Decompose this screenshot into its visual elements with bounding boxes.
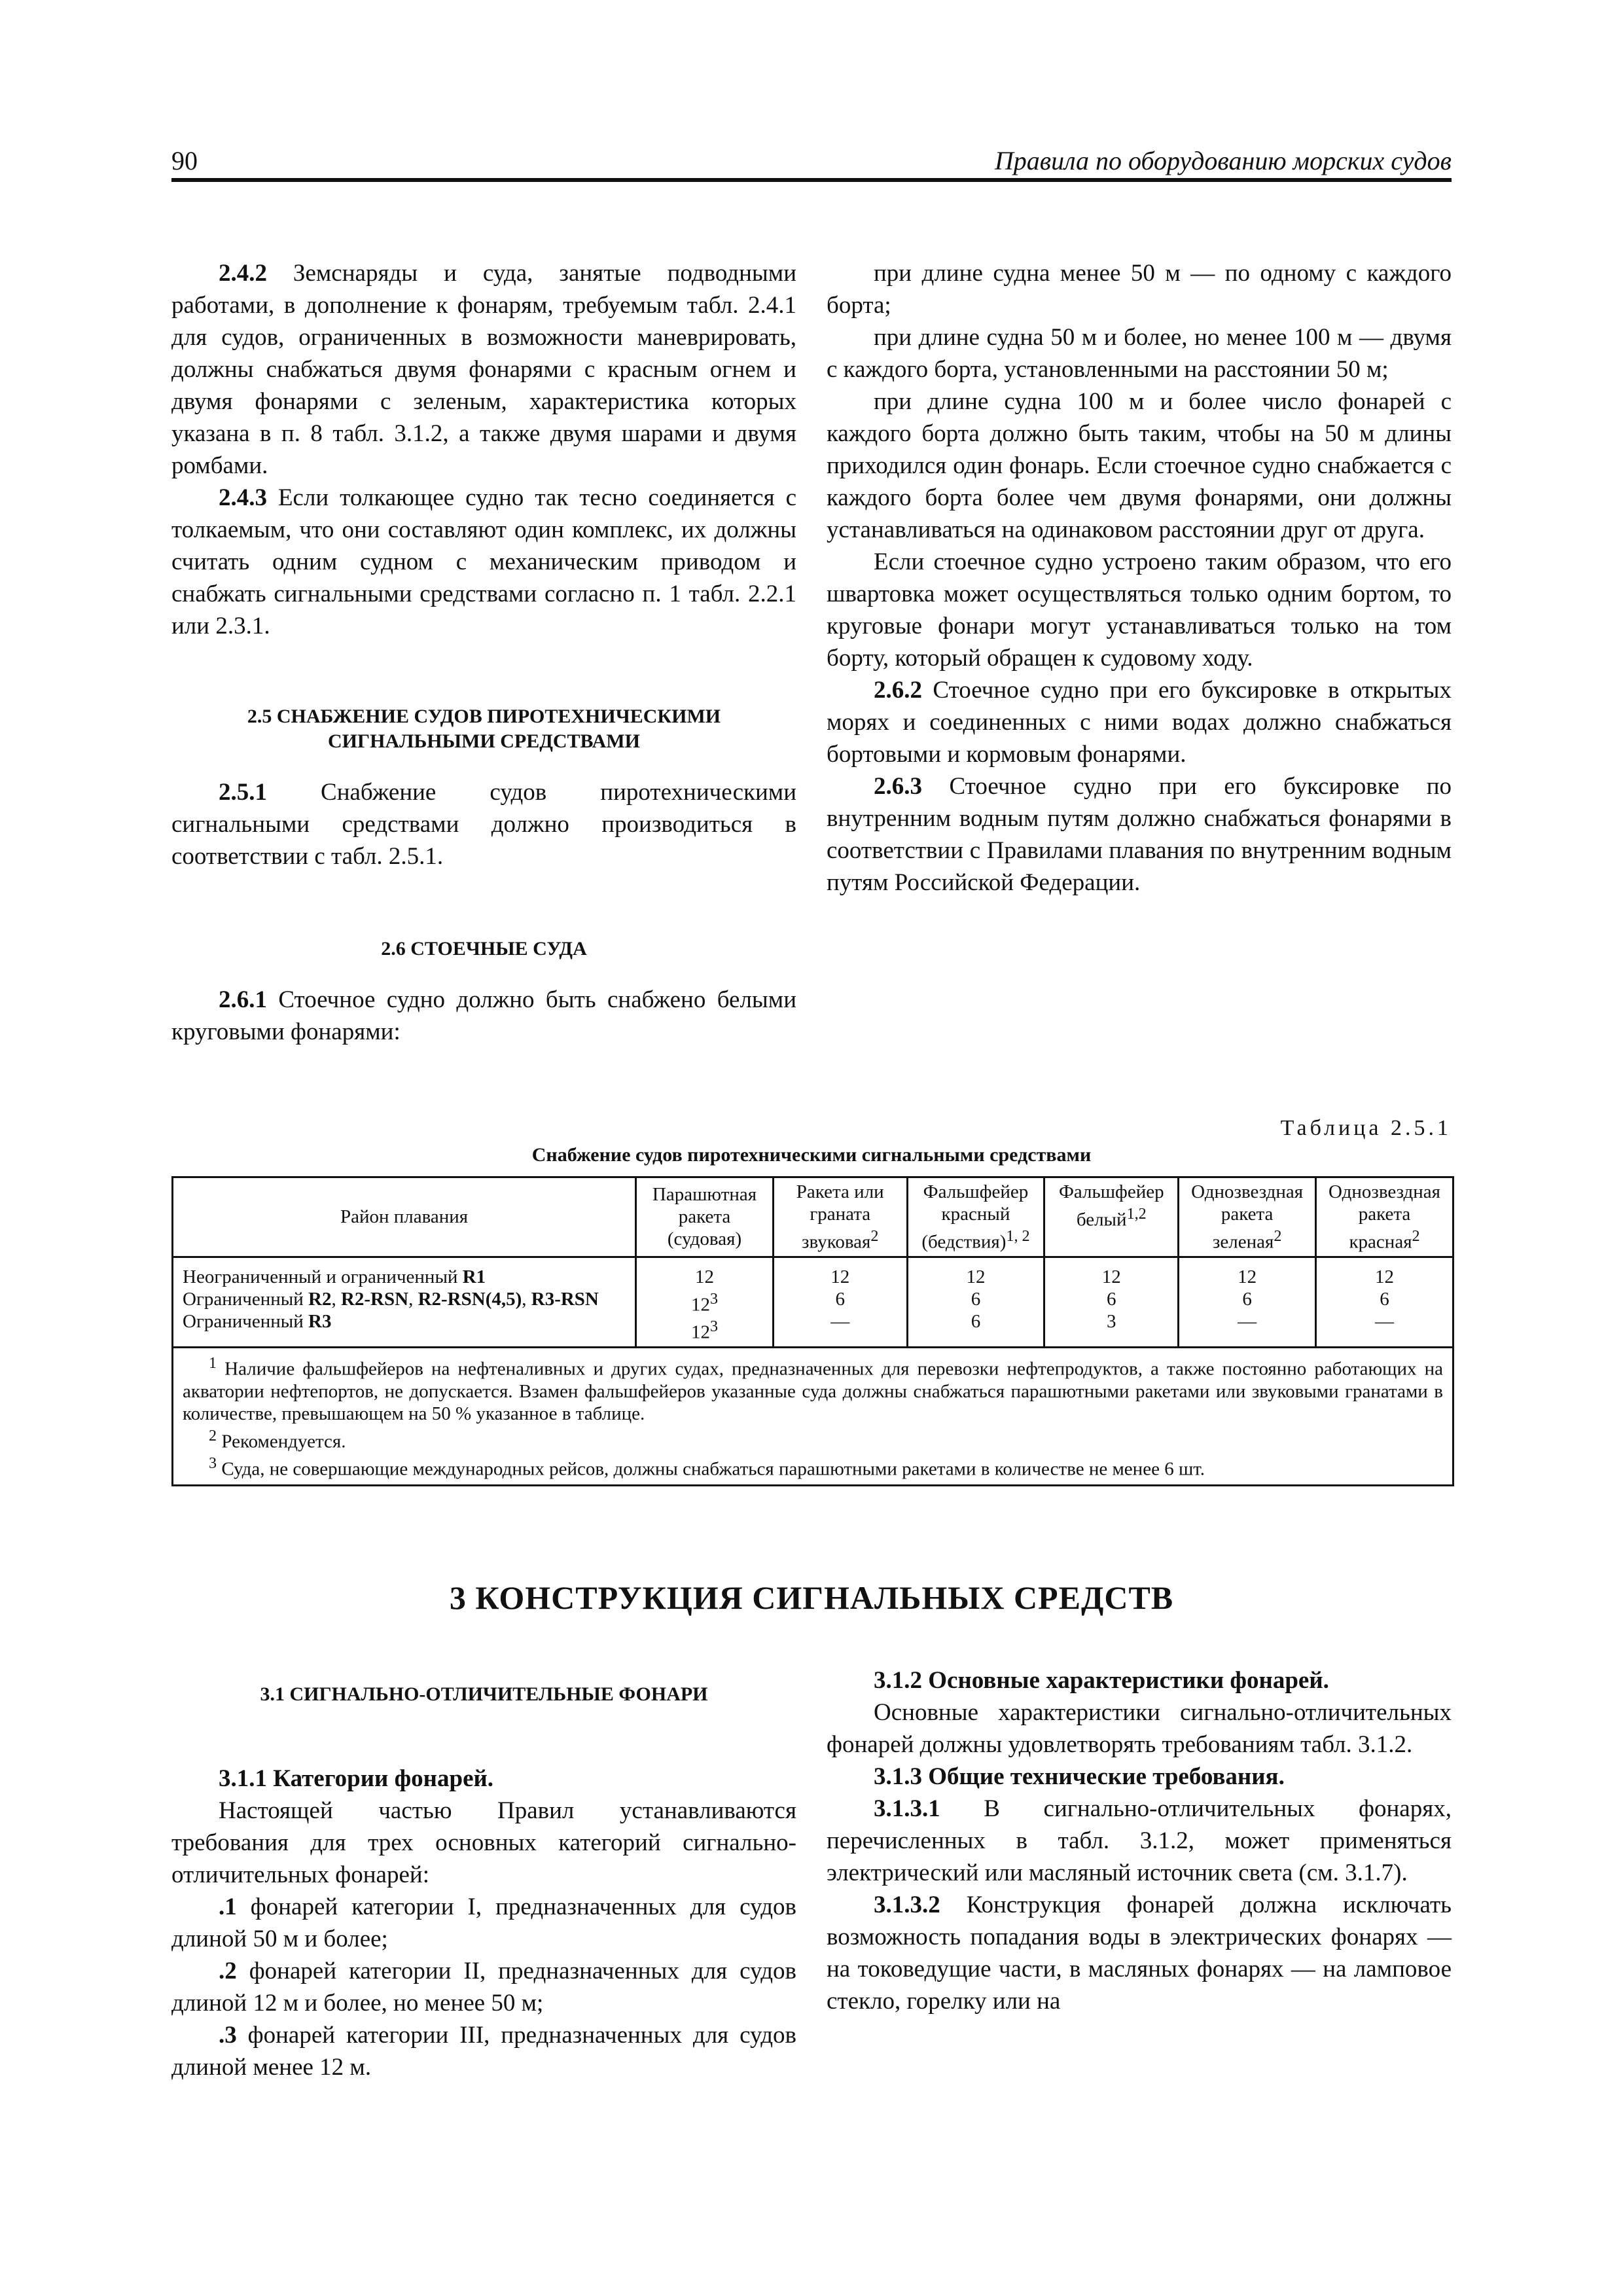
table-notes-row bbox=[173, 1347, 1454, 1485]
region-cell: Неограниченный и ограниченный R1 Ограниченный R2, R2-RSN, R2-RSN(4,5), R3-RSN Ограниченный R3 bbox=[173, 1257, 636, 1347]
header-red-flare: Фальшфейер красный (бедствия)$^{1, 2}$ bbox=[907, 1177, 1044, 1257]
paragraph-length-50-100: при длине судна 50 м и более, но менее 100 м — двумя с каждого борта, установленными на расстоянии 50 м; bbox=[827, 324, 1452, 383]
paragraph-2-5-1: 2.5.1 Снабжение судов пиротехническими сигнальными средствами должно производиться в соответствии с табл. 2.5.1. bbox=[171, 779, 796, 870]
header-red-star-rocket: Однозвездная ракета красная$^2$ bbox=[1316, 1177, 1454, 1257]
paragraph-2-4-2: 2.4.2 Земснаряды и суда, занятые подводными работами, в дополнение к фонарям, требуемым табл. 2.4.1 для судов, ограниченных в возможности маневрировать, должны снабжаться двумя фонарями с красным огнем и двумя фонарями с зеленым, характеристика которых указана в п. 8 табл. 3.1.2, а также двумя шарами и двумя ромбами. bbox=[171, 260, 796, 479]
paragraph-one-side-mooring: Если стоечное судно устроено таким образом, что его швартовка может осуществляться только одним бортом, то круговые фонари могут устанавливаться только на том борту, который обращен к судовому ходу. bbox=[827, 548, 1452, 672]
footnote-1: $^1$ Наличие фальшфейеров на нефтеналивных и других судах, предназначенных для перевозки нефтепродуктов, а также постоянно работающих на акватории нефтепортов, не допускается. Взамен фальшфейеров указанные суда должны снабжаться парашютными ракетами или звуковыми гранатами в количестве, превышающем на 50 % указанное в таблице. bbox=[183, 1354, 1443, 1424]
values-red-star-rocket: 12 6 — bbox=[1316, 1257, 1454, 1347]
header-parachute-rocket: Парашютная ракета (судовая) bbox=[636, 1177, 774, 1257]
list-item-category-2: .2 фонарей категории II, предназначенных для судов длиной 12 м и более, но менее 50 м; bbox=[171, 1958, 796, 2017]
table-body-row bbox=[173, 1257, 1454, 1347]
paragraph-length-gte-100: при длине судна 100 м и более число фонарей с каждого борта должно быть таким, чтобы на 50 м длины приходился один фонарь. Если стоечное судно снабжается с каждого борта более чем двумя фонарями, они должны устанавливаться на одинаковом расстоянии друг от друга. bbox=[827, 388, 1452, 543]
heading-3-1-1: 3.1.1 Категории фонарей. bbox=[219, 1765, 494, 1792]
paragraph-2-6-2: 2.6.2 Стоечное судно при его буксировке в открытых морях и соединенных с ними водах должно снабжаться бортовыми и кормовым фонарями. bbox=[827, 677, 1452, 768]
heading-3-1-2: 3.1.2 Основные характеристики фонарей. bbox=[874, 1667, 1329, 1694]
pyrotechnic-supply-table bbox=[171, 1176, 1454, 1486]
right-column-top bbox=[827, 257, 1452, 899]
heading-3-1-3: 3.1.3 Общие технические требования. bbox=[874, 1763, 1285, 1790]
header-green-star-rocket: Однозвездная ракета зеленая$^2$ bbox=[1179, 1177, 1316, 1257]
table-footnotes bbox=[173, 1347, 1454, 1485]
right-column-bottom bbox=[827, 1664, 1452, 2017]
list-item-category-3: .3 фонарей категории III, предназначенных для судов длиной менее 12 м. bbox=[171, 2022, 796, 2081]
paragraph-2-6-1: 2.6.1 Стоечное судно должно быть снабжено белыми круговыми фонарями: bbox=[171, 986, 796, 1045]
page-number: 90 bbox=[171, 146, 198, 175]
header-white-flare: Фальшфейер белый$^{1,2}$ bbox=[1044, 1177, 1179, 1257]
chapter-title: 3 КОНСТРУКЦИЯ СИГНАЛЬНЫХ СРЕДСТВ bbox=[449, 1579, 1174, 1616]
table-title: Снабжение судов пиротехническими сигнальными средствами bbox=[531, 1144, 1092, 1166]
paragraph-3-1-3-2: 3.1.3.2 Конструкция фонарей должна исключать возможность попадания воды в электрических фонарях — на токоведущие части, в масляных фонарях — на ламповое стекло, горелку или на bbox=[827, 1892, 1452, 2015]
left-column-top bbox=[171, 257, 796, 1048]
values-white-flare: 12 6 3 bbox=[1044, 1257, 1179, 1347]
table-header-row bbox=[173, 1177, 1454, 1257]
footnote-3: $^3$ Суда, не совершающие международных рейсов, должны снабжаться парашютными ракетами в количестве не менее 6 шт. bbox=[209, 1454, 1205, 1480]
values-red-flare: 12 6 6 bbox=[907, 1257, 1044, 1347]
list-item-category-1: .1 фонарей категории I, предназначенных для судов длиной 50 м и более; bbox=[171, 1893, 796, 1952]
paragraph-2-4-3: 2.4.3 Если толкающее судно так тесно соединяется с толкаемым, что они составляют один комплекс, их должны считать одним судном с механическим приводом и снабжать сигнальными средствами согласно п. 1 табл. 2.2.1 или 2.3.1. bbox=[171, 484, 796, 639]
header-region: Район плавания bbox=[173, 1177, 636, 1257]
section-heading-3-1: 3.1 СИГНАЛЬНО-ОТЛИЧИТЕЛЬНЫЕ ФОНАРИ bbox=[260, 1683, 708, 1705]
footnote-2: $^2$ Рекомендуется. bbox=[209, 1426, 346, 1452]
paragraph-3-1-2: Основные характеристики сигнально-отличительных фонарей должны удовлетворять требованиям табл. 3.1.2. bbox=[827, 1699, 1452, 1758]
paragraph-2-6-3: 2.6.3 Стоечное судно при его буксировке по внутренним водным путям должно снабжаться фонарями в соответствии с Правилами плавания по внутренним водным путям Российской Федерации. bbox=[827, 773, 1452, 896]
table-caption: Таблица 2.5.1 bbox=[1280, 1116, 1452, 1140]
header-sound-rocket: Ракета или граната звуковая$^2$ bbox=[773, 1177, 907, 1257]
section-heading-2-6: 2.6 СТОЕЧНЫЕ СУДА bbox=[381, 938, 587, 960]
left-column-bottom bbox=[171, 1682, 796, 2083]
running-title: Правила по оборудованию морских судов bbox=[994, 146, 1452, 175]
paragraph-length-lt-50: при длине судна менее 50 м — по одному с каждого борта; bbox=[827, 260, 1452, 319]
values-green-star-rocket: 12 6 — bbox=[1179, 1257, 1316, 1347]
section-heading-2-5: 2.5 СНАБЖЕНИЕ СУДОВ ПИРОТЕХНИЧЕСКИМИ СИГНАЛЬНЫМИ СРЕДСТВАМИ bbox=[247, 706, 721, 752]
paragraph-categories-intro: Настоящей частью Правил устанавливаются требования для трех основных категорий сигнально-отличительных фонарей: bbox=[171, 1797, 796, 1888]
values-parachute-rocket: 12 $12^3$ $12^3$ bbox=[636, 1257, 774, 1347]
paragraph-3-1-3-1: 3.1.3.1 В сигнально-отличительных фонарях, перечисленных в табл. 3.1.2, может применяться электрический или масляный источник света (см. 3.1.7). bbox=[827, 1795, 1452, 1886]
header-rule bbox=[171, 178, 1452, 182]
values-sound-rocket: 12 6 — bbox=[773, 1257, 907, 1347]
